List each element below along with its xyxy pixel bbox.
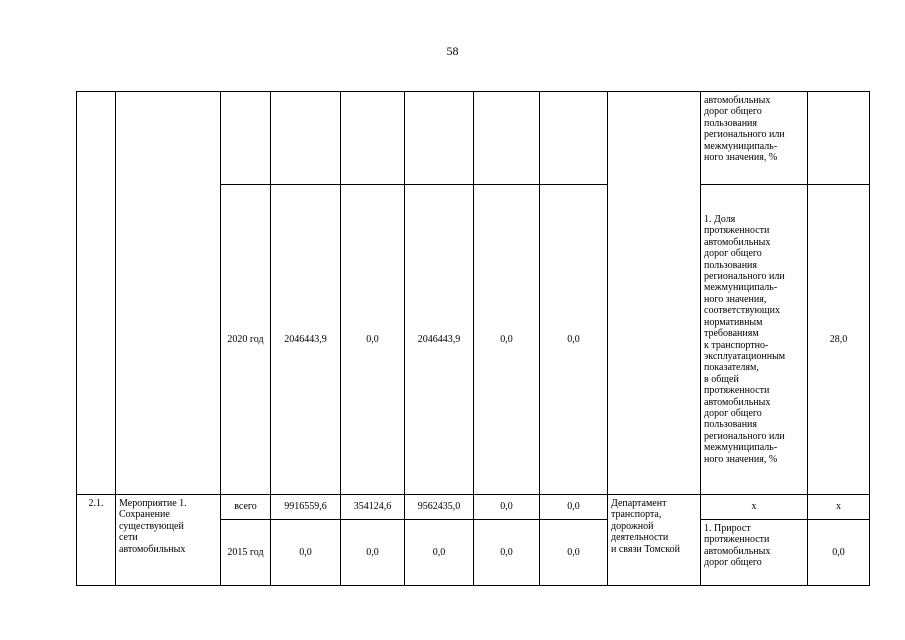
- indicator-cell: 1. Доля протяженности автомобильных дорог общего пользования регионального или межмуниципаль- ного значения, соответствующих нормативным требованиям к транспортно- эксплуатационным показателям, в общей протяженности автомобильных дорог общего пользования регионального или межмуниципаль- ного значения, %: [701, 185, 808, 495]
- regional-cell: 0,0: [405, 520, 474, 586]
- name-cell: Мероприятие 1. Сохранение существующей сети автомобильных: [116, 495, 221, 586]
- value-cell-empty: [808, 92, 870, 185]
- name-cell-empty: [116, 92, 221, 495]
- total-cell-empty: [271, 92, 341, 185]
- other-cell: 0,0: [540, 185, 608, 495]
- table-row: [77, 495, 870, 520]
- local-cell-empty: [474, 92, 540, 185]
- other-cell-empty: [540, 92, 608, 185]
- year-cell: 2015 год: [221, 520, 271, 586]
- executor-cell: Департамент транспорта, дорожной деятельности и связи Томской: [608, 495, 701, 586]
- federal-cell-empty: [341, 92, 405, 185]
- local-cell: 0,0: [474, 495, 540, 520]
- num-cell-empty: [77, 92, 116, 495]
- indicator-cell: автомобильных дорог общего пользования регионального или межмуниципаль- ного значения, %: [701, 92, 808, 185]
- regional-cell-empty: [405, 92, 474, 185]
- year-cell-empty: [221, 92, 271, 185]
- table-row: [77, 92, 870, 185]
- local-cell: 0,0: [474, 185, 540, 495]
- value-cell: 0,0: [808, 520, 870, 586]
- program-table: [76, 91, 870, 586]
- federal-cell: 354124,6: [341, 495, 405, 520]
- page-number: 58: [446, 44, 459, 58]
- total-cell: 9916559,6: [271, 495, 341, 520]
- other-cell: 0,0: [540, 495, 608, 520]
- federal-cell: 0,0: [341, 185, 405, 495]
- num-cell: 2.1.: [77, 495, 116, 586]
- federal-cell: 0,0: [341, 520, 405, 586]
- other-cell: 0,0: [540, 520, 608, 586]
- local-cell: 0,0: [474, 520, 540, 586]
- year-cell: 2020 год: [221, 185, 271, 495]
- regional-cell: 9562435,0: [405, 495, 474, 520]
- indicator-cell: 1. Прирост протяженности автомобильных дорог общего: [701, 520, 808, 586]
- indicator-cell: х: [701, 495, 808, 520]
- total-cell: 2046443,9: [271, 185, 341, 495]
- value-cell: 28,0: [808, 185, 870, 495]
- value-cell: х: [808, 495, 870, 520]
- total-cell: 0,0: [271, 520, 341, 586]
- year-cell: всего: [221, 495, 271, 520]
- regional-cell: 2046443,9: [405, 185, 474, 495]
- executor-cell-empty: [608, 92, 701, 495]
